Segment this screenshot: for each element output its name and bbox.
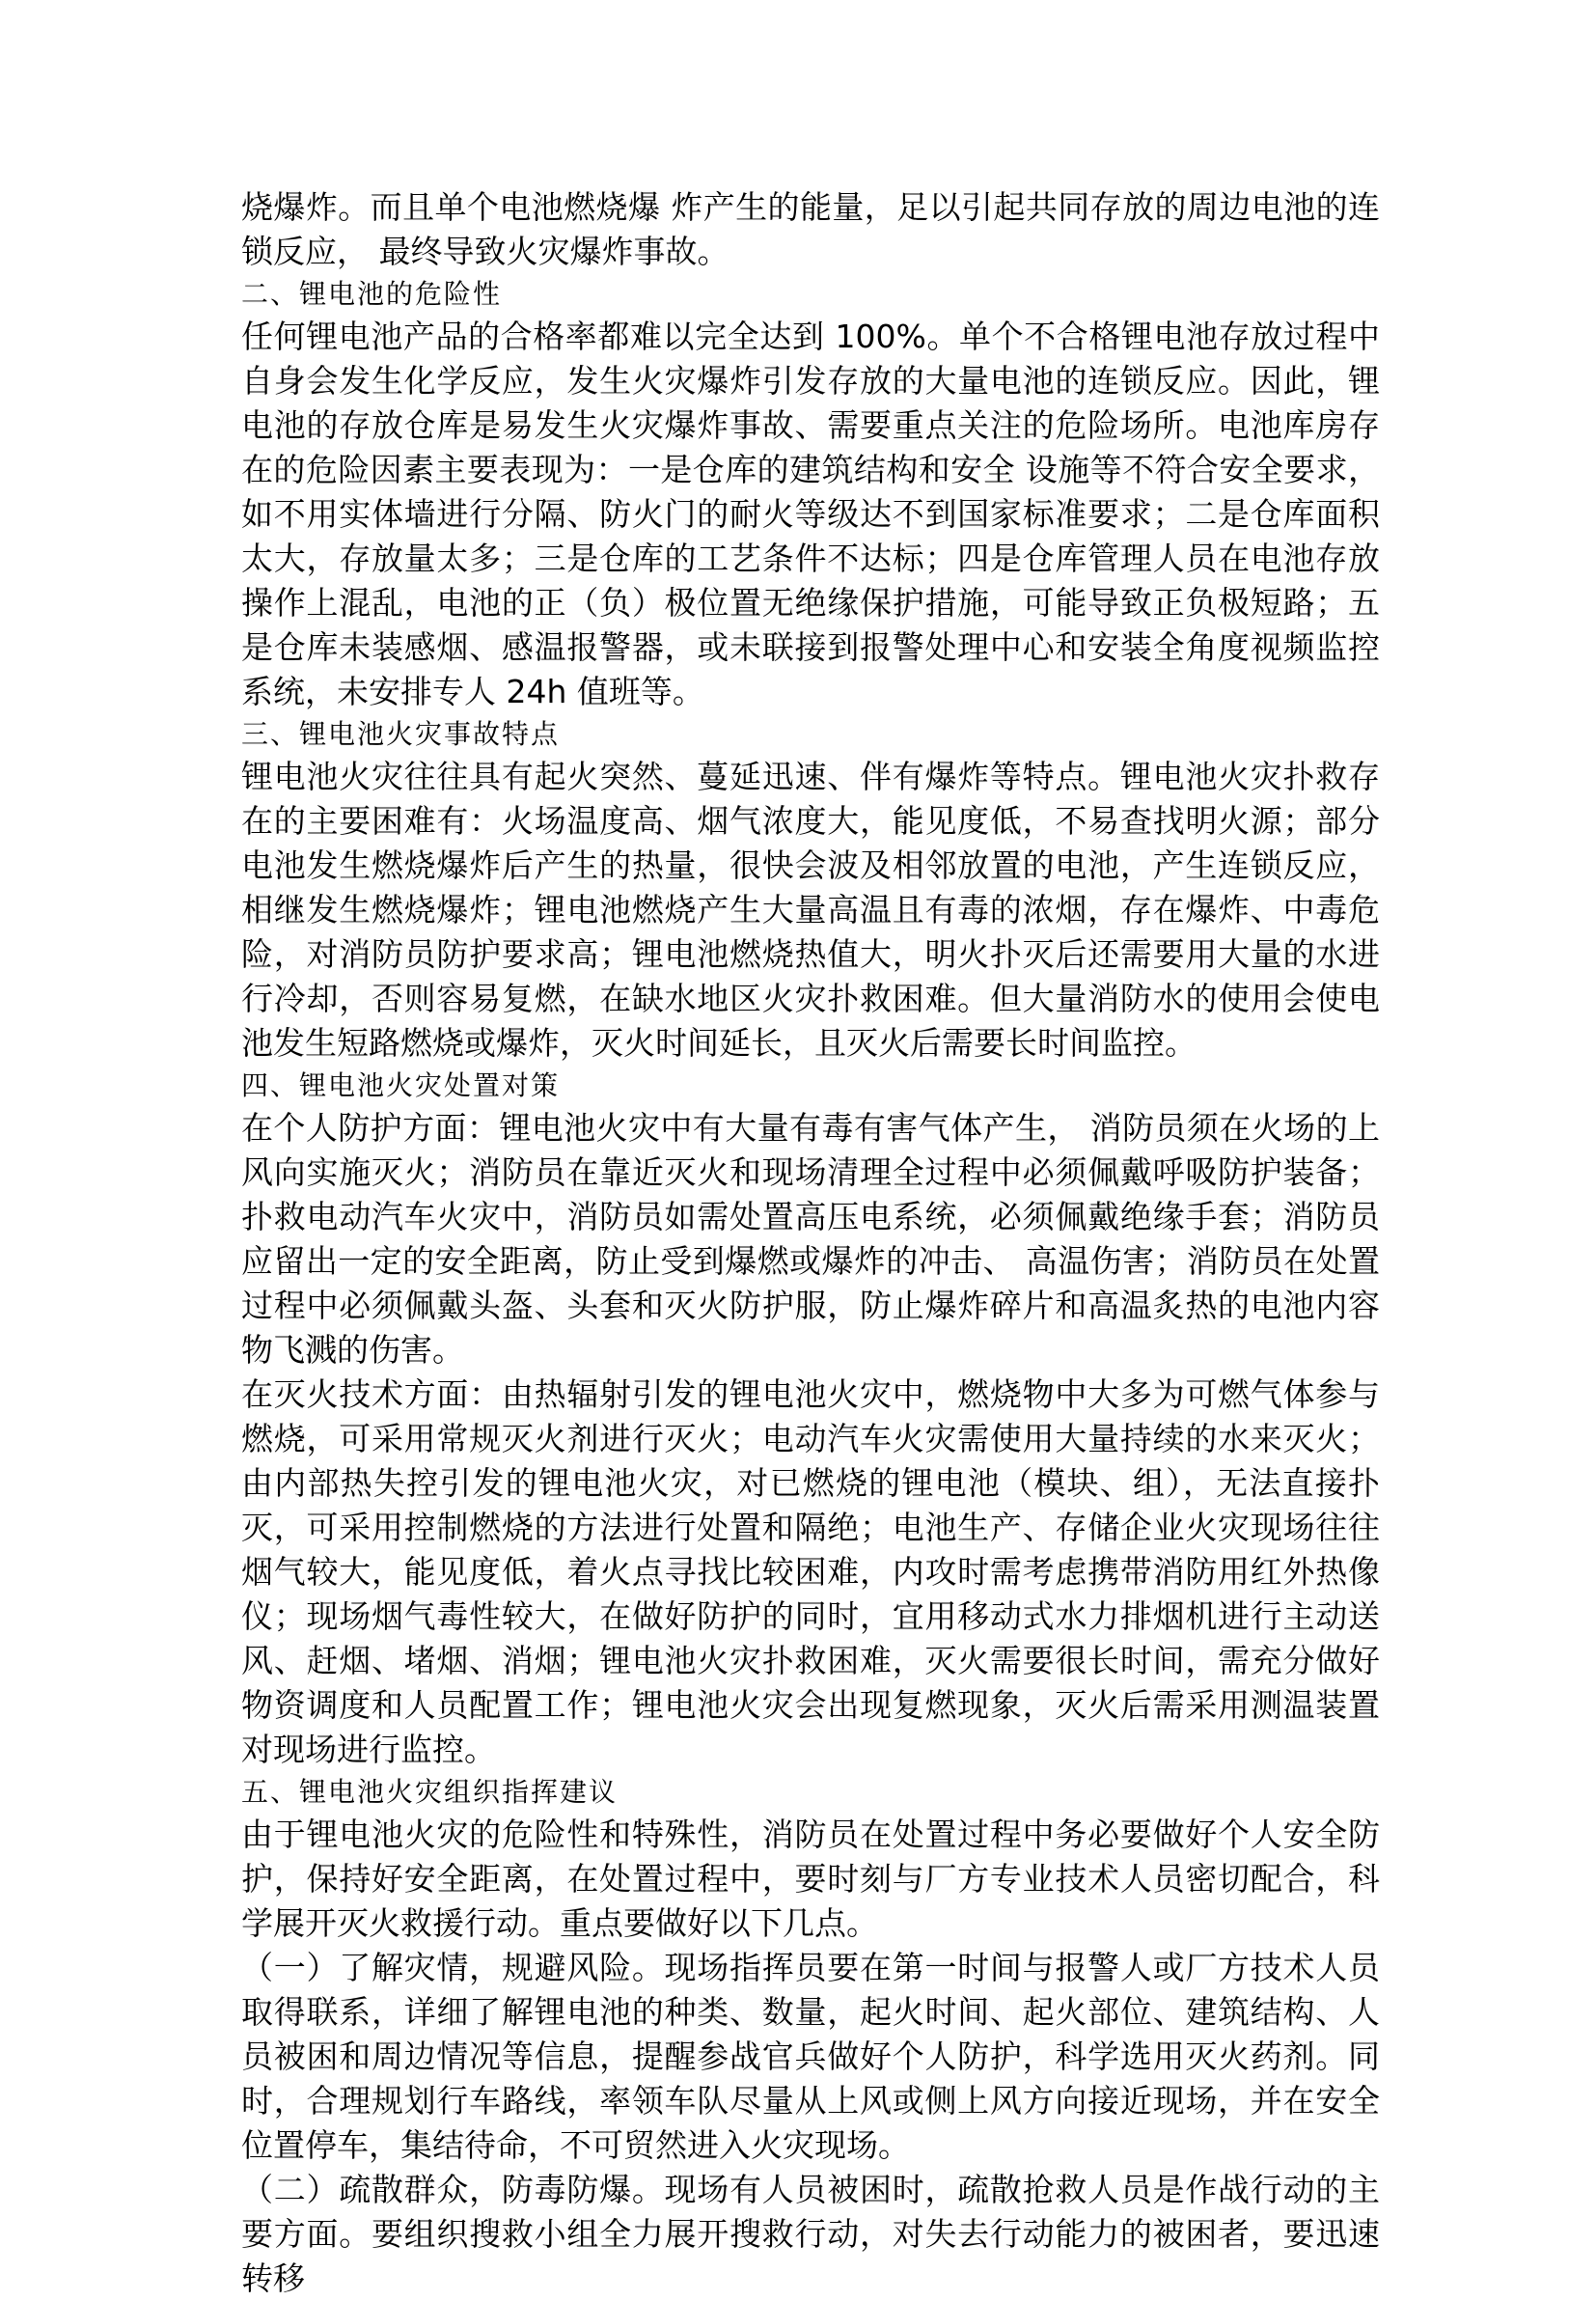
paragraph-hazards: 任何锂电池产品的合格率都难以完全达到 100%。单个不合格锂电池存放过程中自身会发生化学反应，发生火灾爆炸引发存放的大量电池的连锁反应。因此，锂电池的存放仓库是易发生火灾爆炸事故、需要重点关注的危险场所。电池库房存在的危险因素主要表现为：一是仓库的建筑结构和安全 设施等不符合安全要求，如不用实体墙进行分隔、防火门的耐火等级达不到国家标准要求；二是仓库面积太大，存放量太多；三是仓库的工艺条件不达标；四是仓库管理人员在电池存放操作上混乱，电池的正（负）极位置无绝缘保护措施，可能导致正负极短路；五是仓库未装感烟、感温报警器，或未联接到报警处理中心和安装全角度视频监控系统，未安排专人 24h 值班等。 — [241, 318, 1380, 710]
paragraph-item-1: （一）了解灾情，规避风险。现场指挥员要在第一时间与报警人或厂方技术人员取得联系，详细了解锂电池的种类、数量，起火时间、起火部位、建筑结构、人员被困和周边情况等信息，提醒参战官兵做好个人防护，科学选用灭火药剂。同时，合理规划行车路线，率领车队尽量从上风或侧上风方向接近现场，并在安全位置停车，集结待命，不可贸然进入火灾现场。 — [241, 1949, 1380, 2164]
paragraph-firefighting-technique: 在灭火技术方面：由热辐射引发的锂电池火灾中，燃烧物中大多为可燃气体参与燃烧，可采用常规灭火剂进行灭火；电动汽车火灾需使用大量持续的水来灭火；由内部热失控引发的锂电池火灾，对已燃烧的锂电池（模块、组），无法直接扑灭，可采用控制燃烧的方法进行处置和隔绝；电池生产、存储企业火灾现场往往烟气较大，能见度低，着火点寻找比较困难，内攻时需考虑携带消防用红外热像仪；现场烟气毒性较大，在做好防护的同时，宜用移动式水力排烟机进行主动送风、赶烟、堵烟、消烟；锂电池火灾扑救困难，灭火需要很长时间，需充分做好物资调度和人员配置工作；锂电池火灾会出现复燃现象，灭火后需采用测温装置对现场进行监控。 — [241, 1375, 1380, 1768]
heading-section-4: 四、锂电池火灾处置对策 — [241, 1069, 561, 1101]
paragraph-personal-protection: 在个人防护方面：锂电池火灾中有大量有毒有害气体产生， 消防员须在火场的上风向实施灭火；消防员在靠近灭火和现场清理全过程中必须佩戴呼吸防护装备；扑救电动汽车火灾中，消防员如需处置高压电系统，必须佩戴绝缘手套；消防员应留出一定的安全距离，防止受到爆燃或爆炸的冲击、 高温伤害；消防员在处置过程中必须佩戴头盔、头套和灭火防护服，防止爆炸碎片和高温炙热的电池内容物飞溅的伤害。 — [241, 1109, 1380, 1369]
document-body — [241, 185, 1380, 2301]
heading-section-3: 三、锂电池火灾事故特点 — [241, 718, 561, 750]
paragraph-command-intro: 由于锂电池火灾的危险性和特殊性，消防员在处置过程中务必要做好个人安全防护，保持好安全距离，在处置过程中，要时刻与厂方专业技术人员密切配合，科学展开灭火救援行动。重点要做好以下几点。 — [241, 1816, 1380, 1942]
paragraph-chain-reaction: 烧爆炸。而且单个电池燃烧爆 炸产生的能量，足以引起共同存放的周边电池的连锁反应， 最终导致火灾爆炸事故。 — [241, 188, 1380, 270]
heading-section-2: 二、锂电池的危险性 — [241, 278, 503, 310]
heading-section-5: 五、锂电池火灾组织指挥建议 — [241, 1776, 619, 1808]
paragraph-item-2: （二）疏散群众，防毒防爆。现场有人员被困时，疏散抢救人员是作战行动的主要方面。要组织搜救小组全力展开搜救行动，对失去行动能力的被困者，要迅速转移 — [241, 2171, 1380, 2297]
paragraph-fire-characteristics: 锂电池火灾往往具有起火突然、蔓延迅速、伴有爆炸等特点。锂电池火灾扑救存在的主要困难有：火场温度高、烟气浓度大，能见度低，不易查找明火源；部分电池发生燃烧爆炸后产生的热量，很快会波及相邻放置的电池，产生连锁反应，相继发生燃烧爆炸；锂电池燃烧产生大量高温且有毒的浓烟，存在爆炸、中毒危险，对消防员防护要求高；锂电池燃烧热值大，明火扑灭后还需要用大量的水进行冷却，否则容易复燃，在缺水地区火灾扑救困难。但大量消防水的使用会使电池发生短路燃烧或爆炸，灭火时间延长，且灭火后需要长时间监控。 — [241, 758, 1380, 1062]
